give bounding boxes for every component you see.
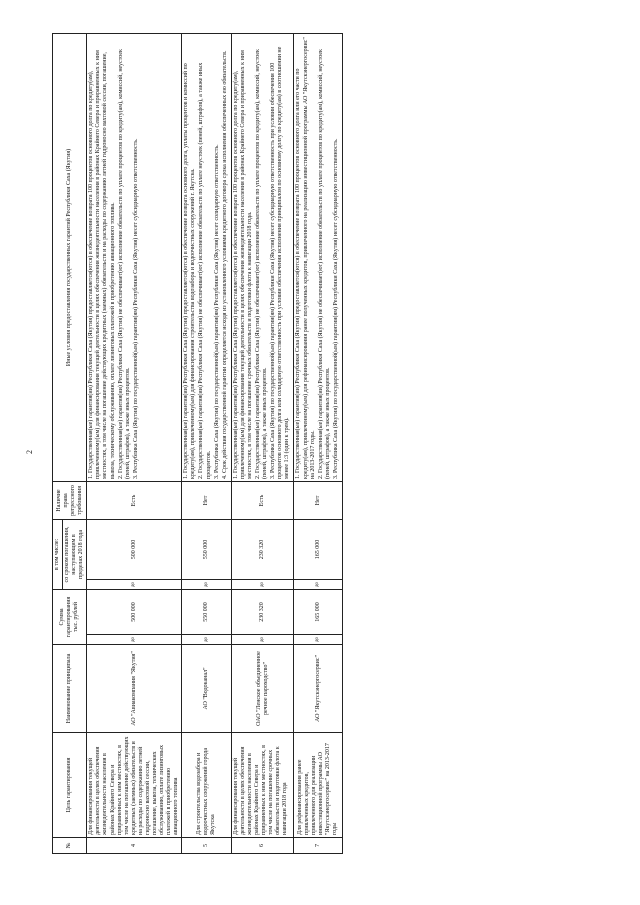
- row-principal: АО "Якутскэнергосервис": [294, 645, 342, 733]
- condition-item: 2. Государственная(ые) гарантия(ии) Республики Саха (Якутия) не обеспечивает(ют) исполнение обязательств по уплате процентов по кредиту(ам), комиссий, неустоек (пеней, штрафов), а также иных процентов.: [317, 49, 331, 479]
- row-purpose: Для строительства водозабора и водоочистных сооружений города Якутска: [182, 733, 231, 838]
- row-regress: Нет: [182, 481, 231, 519]
- row-regress: Есть: [231, 481, 294, 519]
- row-period-prefix: до: [182, 579, 231, 589]
- condition-item: 3. Республика Саха (Якутия) по государственной(ым) гарантии(ям) Республики Саха (Якутия) несет субсидиарную ответственность при условии обеспечения 100 процентов основного долга или солидарную ответственность при условии обеспечения исполнения принципалом по основному долгу по кредиту(ам) в соотношении не менее 1:3 (один к трем).: [270, 46, 291, 479]
- guarantees-table: [52, 33, 343, 854]
- row-amount-prefix: до: [182, 635, 231, 645]
- row-amount-prefix: до: [87, 635, 182, 645]
- row-period-prefix: до: [294, 579, 342, 589]
- row-amount-prefix: до: [231, 635, 294, 645]
- row-no: 5: [182, 838, 231, 854]
- table-row: [294, 33, 342, 853]
- condition-item: 3. Республика Саха (Якутия) по государственной(ым) гарантии(ям) Республики Саха (Якутия) несет солидарную ответственность.: [213, 144, 220, 479]
- condition-item: 1. Государственная(ые) гарантия(ии) Республики Саха (Якутия) предоставляется(ются) в обеспечение возврата 100 процентов основного долга по кредиту(ам), привлеченному(ым) для финансирования текущей деятельности в целях обеспечения жизнедеятельности населения в районах Крайнего Севера и приравненных к ним местностях, в том числе на погашение действующих кредитных (заемных) обязательств и на расходы по содержанию летней гидроносно вахтовой сессии, погашение, вывоза, техническому обслуживанию, оплате лизинговых платежей в приобретению авиационного топлива.: [88, 50, 116, 479]
- row-no: 4: [87, 838, 182, 854]
- row-amount-prefix: до: [294, 635, 342, 645]
- condition-item: 2. Государственная(ые) гарантия(ии) Республики Саха (Якутия) не обеспечивает(ют) исполнение обязательств по уплате процентов по кредиту(ам), комиссий, неустоек (пеней, штрафов), а также иных процентов.: [117, 49, 131, 479]
- header-principal: Наименование принципала: [53, 645, 87, 733]
- row-purpose: Для финансирования текущей деятельности в целях обеспечения жизнедеятельности населения в районах Крайнего Севера и приравненных к ним местностях, в том числе на погашение действующих кредитных (заемных) обязательств и на расходы по содержанию летней гидроносно вахтовой сессии, погашение, вывоза, технических обслуживанию, оплате лизинговых платежей в приобретению авиационного топлива: [87, 733, 182, 838]
- condition-item: 3. Республика Саха (Якутия) по государственной(ым) гарантии(ям) Республики Саха (Якутия) несет субсидиарную ответственность.: [332, 138, 339, 479]
- row-amount: 550 000: [182, 589, 231, 634]
- row-no: 6: [231, 838, 294, 854]
- table-header-row: [53, 33, 63, 853]
- table-row: [182, 33, 231, 853]
- row-regress: Нет: [294, 481, 342, 519]
- condition-item: 2. Государственная(ые) гарантия(ии) Республики Саха (Якутия) не обеспечивает(ют) исполнение обязательств по уплате процентов по кредиту(ам), комиссий, неустоек (пеней, штрафов), а также иных процентов.: [255, 49, 269, 479]
- row-amount: 230 320: [231, 589, 294, 634]
- row-period-prefix: до: [87, 579, 182, 589]
- header-in-that-number: в том числе:: [53, 519, 63, 589]
- row-period: 230 320: [231, 519, 294, 579]
- rotated-table-container: [52, 34, 607, 854]
- table-row: [231, 33, 294, 853]
- condition-item: 2. Государственная(ые) гарантия(ии) Республики Саха (Якутия) не обеспечивает(ют) исполнение обязательств по уплате неустоек (пеней, штрафов), а также иных процентов.: [198, 62, 212, 479]
- header-conditions: Иные условия предоставления государственных гарантий Республики Саха (Якутия): [53, 33, 87, 481]
- row-purpose: Для финансирования текущей деятельности в целях обеспечения жизнедеятельности населения в районах Крайнего Севера и приравненных к ним местностях, в том числе на погашение срочных обязательств и подготовки флота к навигации 2018 года: [231, 733, 294, 838]
- row-amount: 500 000: [87, 589, 182, 634]
- condition-item: 1. Государственная(ые) гарантия(ии) Республики Саха (Якутия) предоставляется(ются) в обеспечение возврата 100 процентов основного долга по кредиту(ам), привлеченному(ым) для финансирования текущей деятельности в целях обеспечения жизнедеятельности населения в районах Крайнего Севера и приравненных к ним местностях, в том числе на погашение срочных обязательств и подготовки флота к навигации 2018 года.: [232, 50, 253, 479]
- table-row: [87, 33, 182, 853]
- row-conditions: [231, 33, 294, 481]
- row-conditions: [182, 33, 231, 481]
- row-principal: ОАО "Ленское объединенное речное пароходство": [231, 645, 294, 733]
- condition-item: 3. Республика Саха (Якутия) по государственной(ым) гарантии(ям) Республики Саха (Якутия) несет субсидиарную ответственность.: [132, 138, 139, 479]
- row-no: 7: [294, 838, 342, 854]
- header-amount: Сумма гарантирования тыс. рублей: [53, 589, 87, 644]
- header-no: №: [53, 838, 87, 854]
- row-principal: АО "Водоканал": [182, 645, 231, 733]
- row-period: 550 000: [182, 519, 231, 579]
- page-number: 2: [25, 450, 34, 454]
- header-purpose: Цель гарантирования: [53, 733, 87, 838]
- row-period: 500 000: [87, 519, 182, 579]
- row-principal: АО "Авиакомпания "Якутия": [87, 645, 182, 733]
- row-conditions: [294, 33, 342, 481]
- condition-item: 1. Государственная(ые) гарантия(ии) Республики Саха (Якутия) предоставляется(ются) в обеспечение возврата основного долга, уплаты процентов и комиссий по кредиту(ам), привлеченному(ым) для финансирования строительства водозабора и водоочистных сооружений г. Якутска.: [183, 63, 197, 479]
- header-repay-period: со сроком погашения, наступающим в пределах 2018 года: [63, 519, 87, 589]
- row-regress: Есть: [87, 481, 182, 519]
- header-regress: Наличие права регрессного требования: [53, 481, 87, 519]
- row-amount: 165 000: [294, 589, 342, 634]
- row-conditions: [87, 33, 182, 481]
- row-period: 165 000: [294, 519, 342, 579]
- row-period-prefix: до: [231, 579, 294, 589]
- condition-item: 4. Срок действия государственной гарантии определяется исходя из установленного условиями кредитного договора срока исполнения обеспеченных ею обязательств.: [221, 50, 228, 479]
- condition-item: 1. Государственная(ые) гарантия(ии) Республики Саха (Якутия) предоставляется(ются) в обеспечение возврата 100 процентов основного долга или его части по кредиту(ам), привлеченному(ым) для рефинансирования ранее полученных кредитов, привлеченного на реализацию инвестиционной программы АО "Якутскэнергосервис" на 2013-2017 годы.: [295, 37, 316, 479]
- row-purpose: Для рефинансирования ранее привлеченных кредитов, привлеченного для реализации инвестиционной программы АО "Якутскэнергосервис" на 2013-2017 годы: [294, 733, 342, 838]
